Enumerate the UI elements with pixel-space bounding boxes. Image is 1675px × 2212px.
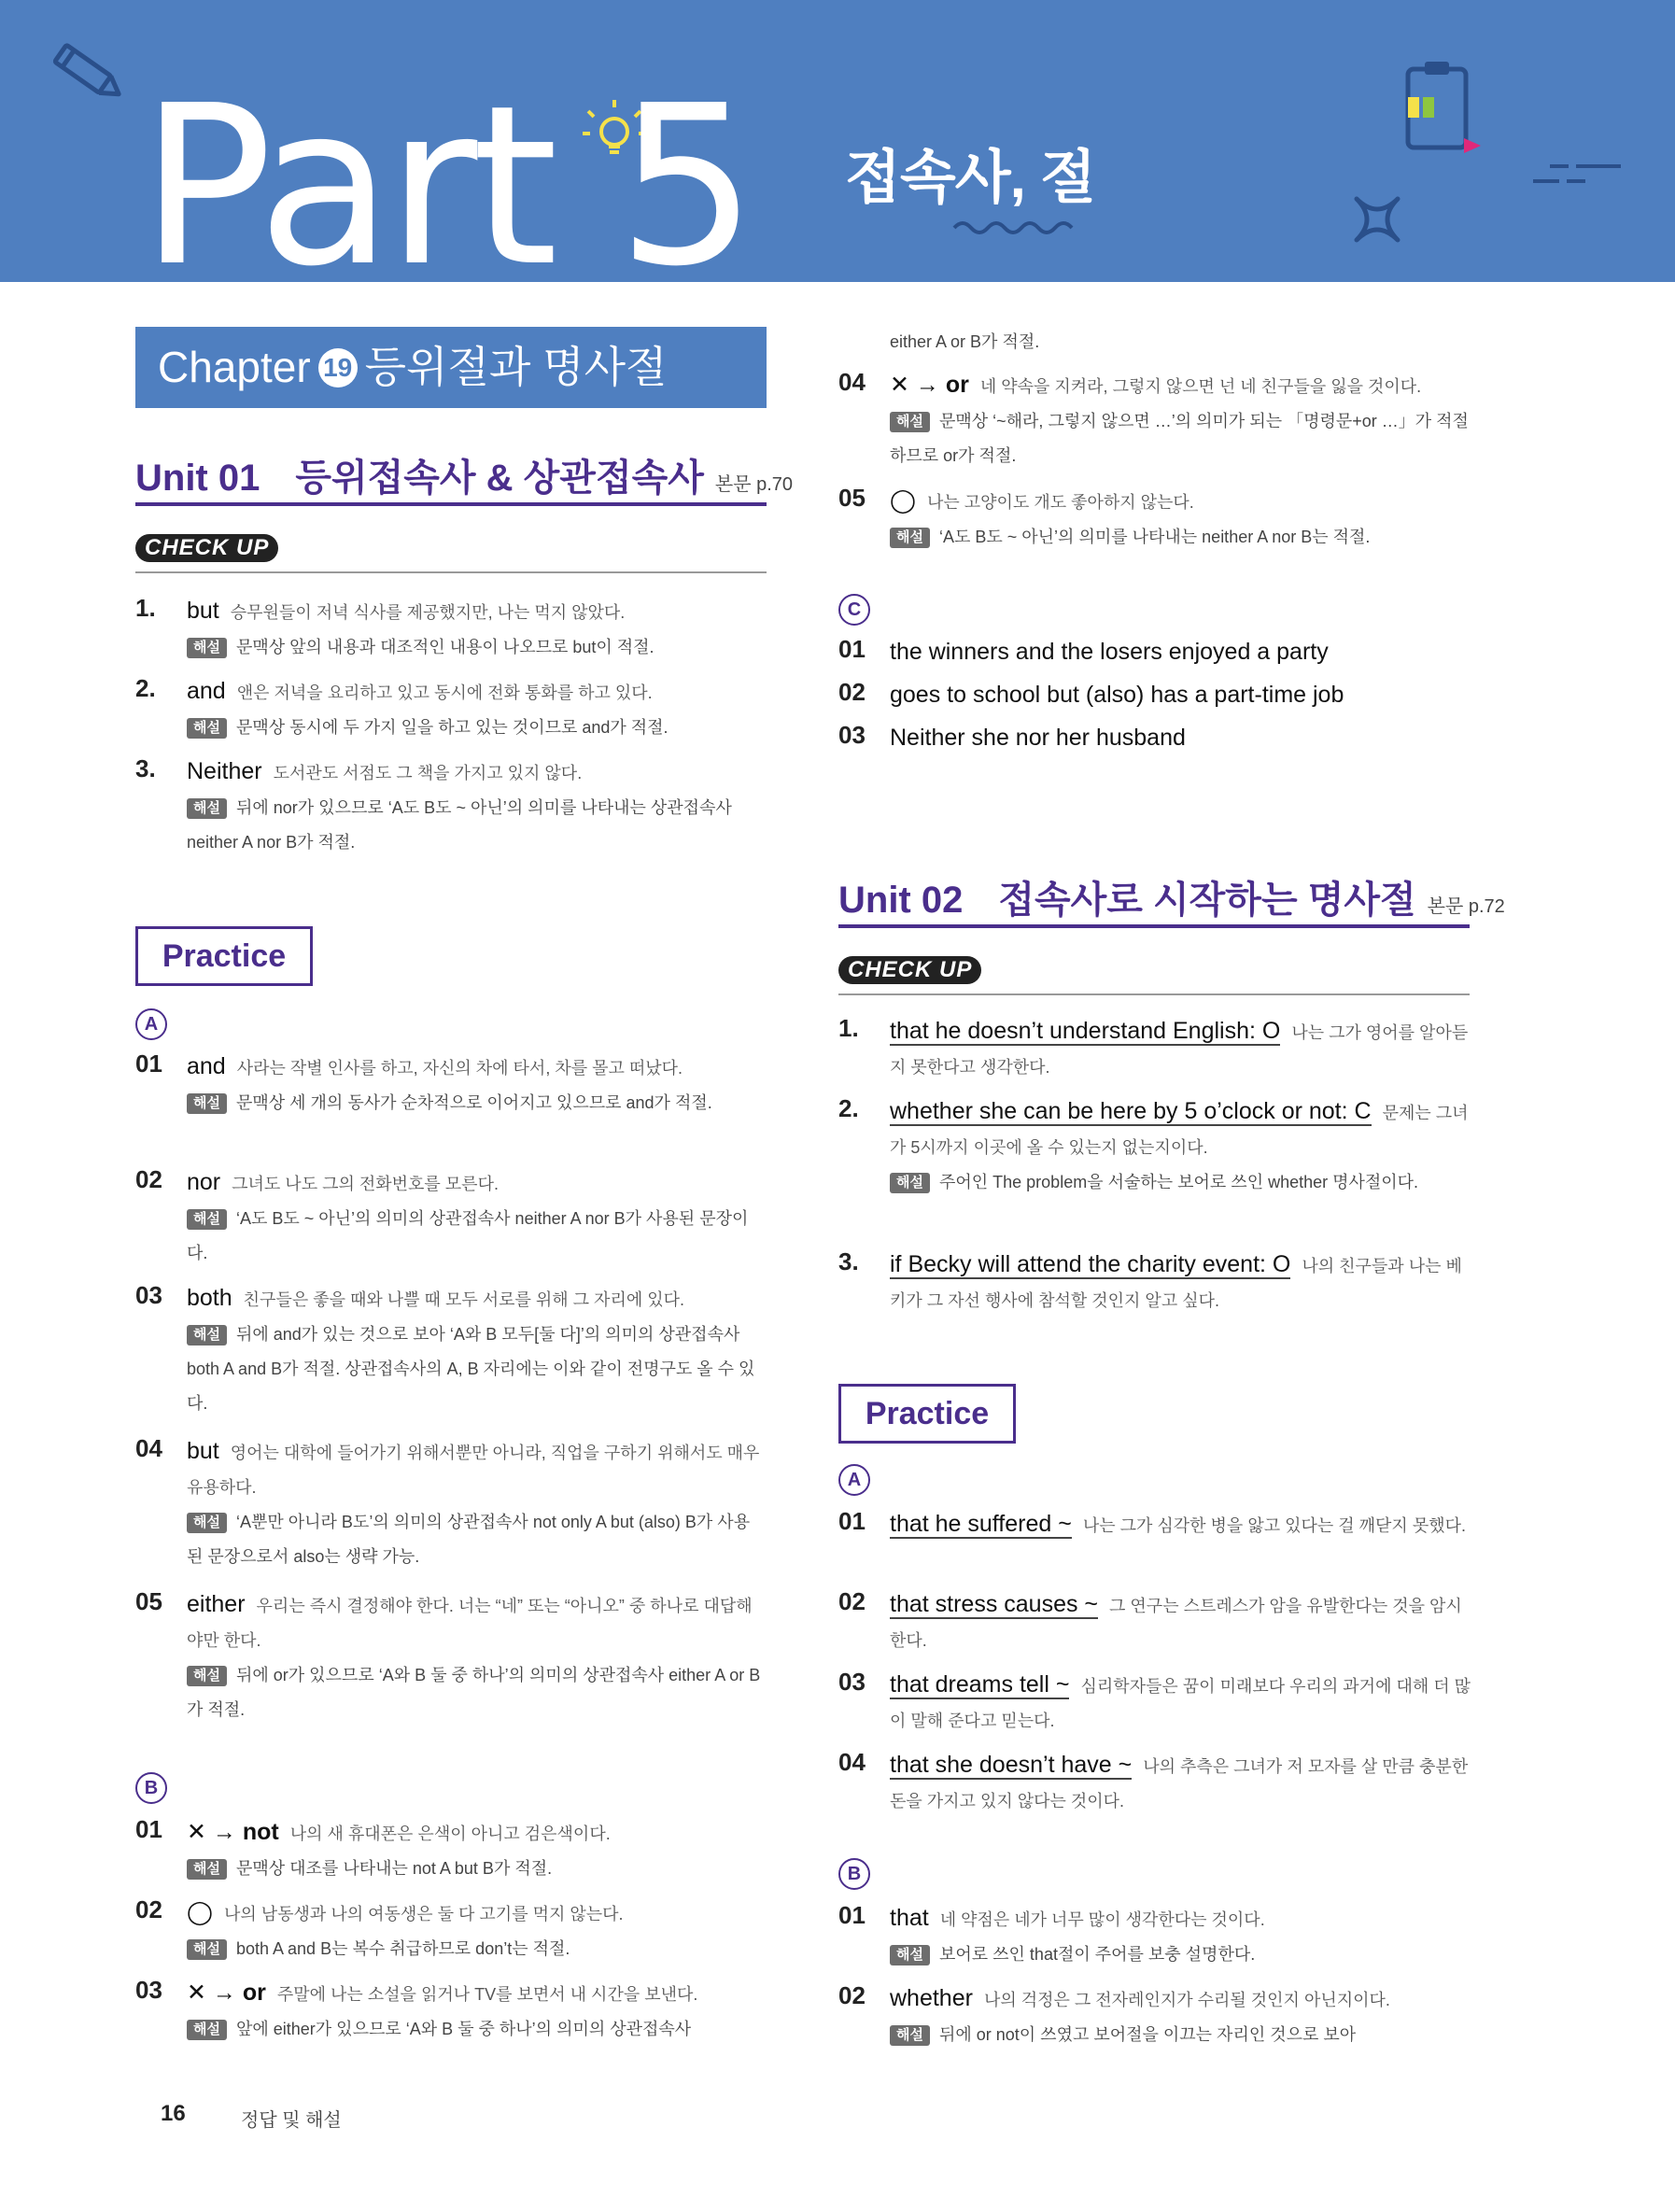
translation: 나는 그가 영어를 알아듣지 못한다고 생각한다. [890, 1023, 1469, 1077]
list-item [838, 368, 1471, 473]
explanation-badge: 해설 [890, 528, 930, 548]
unit2-heading [838, 870, 1505, 923]
item-number: 3. [135, 754, 156, 782]
explanation-badge: 해설 [187, 1666, 227, 1686]
item-number: 02 [135, 1895, 162, 1923]
translation: 나의 추측은 그녀가 저 모자를 살 만큼 충분한 돈을 가지고 있지 않다는 것이다. [890, 1757, 1469, 1810]
explanation-badge: 해설 [187, 1093, 227, 1114]
list-item [838, 1507, 1471, 1543]
item-number: 02 [135, 1165, 162, 1193]
answer: that stress causes ~ [890, 1591, 1099, 1617]
list-item [135, 1165, 766, 1271]
item-number: 3. [838, 1247, 859, 1275]
page-number: 16 [161, 2101, 186, 2126]
answer: that he suffered ~ [890, 1511, 1072, 1537]
unit1-rule [135, 502, 767, 506]
translation: 친구들은 좋을 때와 나쁠 때 모두 서로를 위해 그 자리에 있다. [243, 1290, 684, 1309]
section-c-marker: C [838, 594, 870, 626]
checkup-badge: CHECK UP [135, 534, 278, 562]
item-number: 1. [838, 1014, 859, 1042]
answer: but [187, 598, 219, 624]
translation: 영어는 대학에 들어가기 위해서뿐만 아니라, 직업을 구하기 위해서도 매우 유용하다. [187, 1444, 760, 1497]
list-item [838, 1668, 1471, 1739]
item-number: 03 [135, 1976, 162, 2004]
answer: that [890, 1905, 929, 1931]
chapter-title: 등위절과 명사절 [364, 343, 668, 391]
explanation: 앞에 either가 있으므로 ‘A와 B 둘 중 하나’의 의미의 상관접속사 [235, 2020, 692, 2038]
explanation-badge: 해설 [187, 798, 227, 819]
translation: 그녀도 나도 그의 전화번호를 모른다. [232, 1175, 499, 1193]
item-number: 05 [135, 1587, 162, 1615]
list-item [838, 1981, 1471, 2052]
list-item [838, 1587, 1471, 1658]
answer: if Becky will attend the charity event: O [890, 1251, 1291, 1277]
item-number: 03 [838, 1668, 866, 1696]
explanation: 주어인 The problem을 서술하는 보어로 쓰인 whether 명사절이다. [938, 1173, 1419, 1191]
explanation: 뒤에 and가 있는 것으로 보아 ‘A와 B 모두[둘 다]’의 의미의 상관접속사 both A and B가 적절. 상관접속사의 A, B 자리에는 이와 같이 전명구도 올 수 있다. [187, 1325, 755, 1413]
continued-text [838, 325, 1471, 359]
item-number: 2. [135, 674, 156, 702]
checkup-rule [135, 571, 767, 573]
explanation-badge: 해설 [187, 1325, 227, 1346]
explanation: 문맥상 대조를 나타내는 not A but B가 적절. [235, 1859, 553, 1878]
answer: ◯ [187, 1899, 213, 1925]
item-number: 01 [838, 635, 866, 663]
answer: the winners and the losers enjoyed a party [890, 639, 1329, 665]
section-b-marker: B [135, 1772, 167, 1804]
list-item [838, 1094, 1471, 1200]
unit1-label: Unit 01 [135, 458, 260, 499]
translation: 네 약점은 네가 너무 많이 생각한다는 것이다. [939, 1910, 1265, 1929]
explanation: 보어로 쓰인 that절이 주어를 보충 설명한다. [938, 1945, 1256, 1964]
translation: 나의 새 휴대폰은 은색이 아니고 검은색이다. [289, 1825, 611, 1843]
explanation: 뒤에 or not이 쓰였고 보어절을 이끄는 자리인 것으로 보아 [938, 2025, 1357, 2044]
explanation-badge: 해설 [890, 1173, 930, 1193]
list-item [135, 1815, 766, 1886]
list-item [135, 594, 766, 665]
unit2-title: 접속사로 시작하는 명사절 [998, 880, 1416, 921]
sparkle-icon [1349, 191, 1405, 247]
list-item [135, 674, 766, 745]
chapter-number: 19 [318, 348, 358, 387]
unit2-page-ref: 본문 p.72 [1427, 896, 1505, 917]
translation: 나는 고양이도 개도 좋아하지 않는다. [926, 493, 1194, 512]
unit1-heading [135, 448, 793, 501]
explanation: 뒤에 or가 있으므로 ‘A와 B 둘 중 하나’의 의미의 상관접속사 either A or B가 적절. [187, 1666, 761, 1719]
item-number: 05 [838, 484, 866, 512]
list-item [135, 754, 766, 860]
list-item [838, 635, 1471, 671]
unit1-title: 등위접속사 & 상관접속사 [295, 458, 704, 499]
translation: 그 연구는 스트레스가 암을 유발한다는 것을 암시한다. [890, 1597, 1462, 1650]
list-item [135, 1976, 766, 2047]
part-heading: Part 5 [140, 58, 753, 282]
explanation-badge: 해설 [890, 1945, 930, 1965]
answer: Neither [187, 758, 262, 784]
answer: that dreams tell ~ [890, 1671, 1070, 1698]
list-item [838, 721, 1471, 757]
item-number: 1. [135, 594, 156, 622]
translation: 우리는 즉시 결정해야 한다. 너는 “네” 또는 “아니오” 중 하나로 대답해야만 한다. [187, 1597, 753, 1650]
item-number: 01 [838, 1901, 866, 1929]
explanation-badge: 해설 [890, 2025, 930, 2046]
list-item [135, 1281, 766, 1421]
explanation: both A and B는 복수 취급하므로 don’t는 적절. [235, 1939, 570, 1958]
dash-decoration [1531, 161, 1625, 189]
item-number: 03 [135, 1281, 162, 1309]
translation: 주말에 나는 소설을 읽거나 TV를 보면서 내 시간을 보낸다. [276, 1985, 698, 2004]
translation: 문제는 그녀가 5시까지 이곳에 올 수 있는지 없는지이다. [890, 1104, 1469, 1157]
item-number: 02 [838, 678, 866, 706]
translation: 나는 그가 심각한 병을 앓고 있다는 걸 깨닫지 못했다. [1082, 1516, 1466, 1535]
chapter-label: Chapter [158, 343, 311, 391]
translation: 나의 친구들과 나는 베키가 그 자선 행사에 참석할 것인지 알고 싶다. [890, 1257, 1462, 1310]
item-number: 03 [838, 721, 866, 749]
unit1-page-ref: 본문 p.70 [714, 474, 793, 495]
translation: 네 약속을 지켜라, 그렇지 않으면 넌 네 친구들을 잃을 것이다. [979, 377, 1422, 396]
item-number: 2. [838, 1094, 859, 1122]
answer: that he doesn’t understand English: O [890, 1018, 1281, 1044]
answer: whether she can be here by 5 o’clock or not: C [890, 1098, 1372, 1124]
item-number: 01 [135, 1815, 162, 1843]
wave-decoration [952, 217, 1083, 239]
pencil-icon [45, 35, 129, 110]
explanation-badge: 해설 [187, 1939, 227, 1960]
footer-label: 정답 및 해설 [241, 2110, 342, 2131]
explanation-badge: 해설 [890, 412, 930, 432]
list-item [838, 484, 1471, 555]
explanation: 문맥상 동시에 두 가지 일을 하고 있는 것이므로 and가 적절. [235, 718, 669, 737]
section-a-marker: A [838, 1464, 870, 1496]
explanation: 문맥상 세 개의 동사가 순차적으로 이어지고 있으므로 and가 적절. [235, 1093, 712, 1112]
translation: 도서관도 서점도 그 책을 가지고 있지 않다. [273, 764, 583, 782]
explanation-badge: 해설 [187, 638, 227, 658]
explanation-badge: 해설 [187, 718, 227, 739]
header-banner [0, 0, 1675, 282]
unit2-rule [838, 924, 1470, 928]
part-title: 접속사, 절 [845, 146, 1096, 210]
checkup-rule [838, 993, 1470, 995]
section-b-marker: B [838, 1858, 870, 1890]
translation: 나의 남동생과 나의 여동생은 둘 다 고기를 먹지 않는다. [223, 1905, 624, 1923]
answer: ✕ → or [890, 372, 969, 398]
answer: goes to school but (also) has a part-time job [890, 682, 1344, 708]
answer: that she doesn’t have ~ [890, 1752, 1133, 1778]
translation: 나의 걱정은 그 전자레인지가 수리될 것인지 아닌지이다. [983, 1991, 1390, 2009]
translation: 승무원들이 저녁 식사를 제공했지만, 나는 먹지 않았다. [230, 603, 626, 622]
answer: ✕ → or [187, 1980, 266, 2006]
answer: whether [890, 1985, 973, 2011]
section-a-marker: A [135, 1008, 167, 1040]
explanation-badge: 해설 [187, 2020, 227, 2040]
list-item [838, 1748, 1471, 1819]
explanation: ‘A도 B도 ~ 아닌’의 의미의 상관접속사 neither A nor B가 사용된 문장이다. [187, 1209, 749, 1262]
answer: and [187, 678, 226, 704]
explanation: ‘A뿐만 아니라 B도’의 의미의 상관접속사 not only A but (also) B가 사용된 문장으로서 also는 생략 가능. [187, 1513, 751, 1566]
item-number: 04 [135, 1434, 162, 1462]
explanation: ‘A도 B도 ~ 아닌’의 의미를 나타내는 neither A nor B는 적절. [938, 528, 1371, 546]
explanation: 문맥상 ‘~해라, 그렇지 않으면 …’의 의미가 되는 「명령문+or …」가 적절하므로 or가 적절. [890, 412, 1469, 465]
answer: but [187, 1438, 219, 1464]
list-item [838, 1901, 1471, 1972]
list-item [135, 1895, 766, 1966]
explanation-badge: 해설 [187, 1859, 227, 1880]
list-item [135, 1050, 766, 1120]
explanation: 문맥상 앞의 내용과 대조적인 내용이 나오므로 but이 적절. [235, 638, 655, 656]
unit2-label: Unit 02 [838, 880, 964, 921]
item-number: 01 [838, 1507, 866, 1535]
clipboard-icon [1401, 56, 1485, 159]
item-number: 02 [838, 1587, 866, 1615]
translation: 사라는 작별 인사를 하고, 자신의 차에 타서, 차를 몰고 떠났다. [236, 1059, 683, 1078]
item-number: 02 [838, 1981, 866, 2009]
checkup-badge: CHECK UP [838, 956, 981, 984]
chapter-heading [135, 327, 767, 408]
list-item [838, 678, 1471, 714]
list-item [838, 1247, 1471, 1318]
translation: 심리학자들은 꿈이 미래보다 우리의 과거에 대해 더 많이 말해 준다고 믿는다. [890, 1677, 1471, 1730]
item-number: 04 [838, 1748, 866, 1776]
practice-heading: Practice [838, 1384, 1016, 1444]
explanation: 뒤에 nor가 있으므로 ‘A도 B도 ~ 아닌’의 의미를 나타내는 상관접속사 neither A nor B가 적절. [187, 798, 732, 852]
answer: ✕ → not [187, 1819, 279, 1845]
answer: Neither she nor her husband [890, 725, 1186, 751]
answer: both [187, 1285, 232, 1311]
list-item [838, 1014, 1471, 1085]
list-item [135, 1587, 766, 1727]
translation: 앤은 저녁을 요리하고 있고 동시에 전화 통화를 하고 있다. [236, 683, 653, 702]
answer: either [187, 1591, 246, 1617]
answer: and [187, 1053, 226, 1079]
item-number: 04 [838, 368, 866, 396]
explanation: either A or B가 적절. [890, 332, 1040, 351]
answer: ◯ [890, 487, 916, 514]
explanation-badge: 해설 [187, 1209, 227, 1230]
practice-heading: Practice [135, 926, 313, 986]
explanation-badge: 해설 [187, 1513, 227, 1533]
item-number: 01 [135, 1050, 162, 1078]
answer: nor [187, 1169, 221, 1195]
list-item [135, 1434, 766, 1574]
